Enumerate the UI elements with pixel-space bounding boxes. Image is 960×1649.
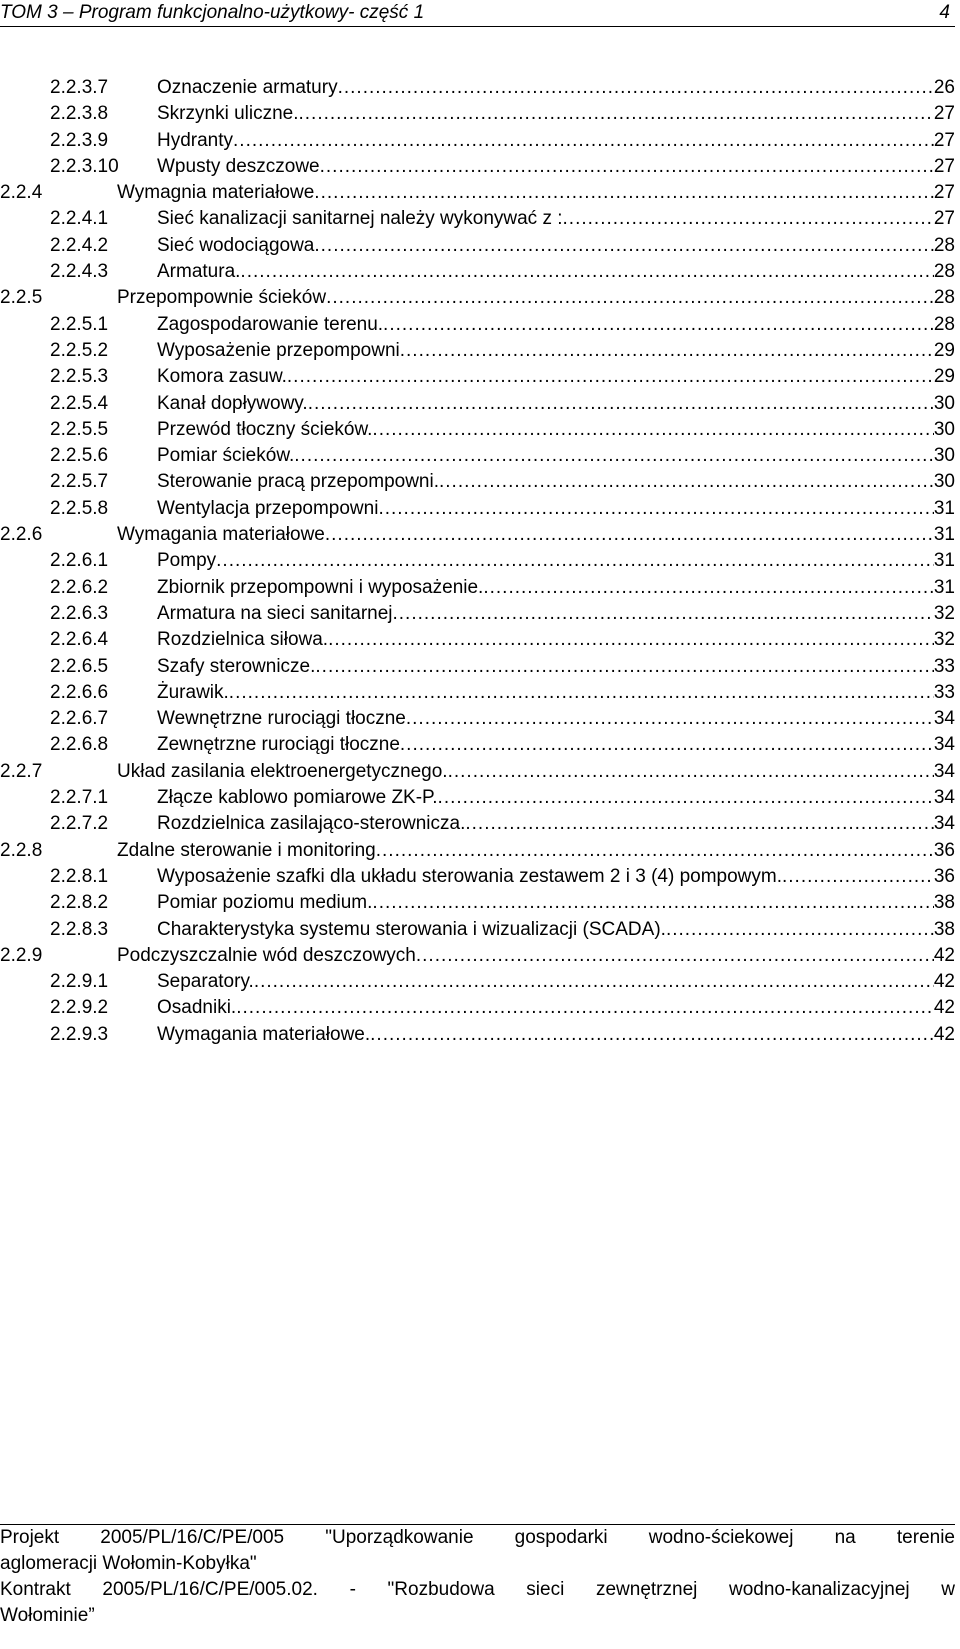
toc-dot-leader	[314, 233, 933, 259]
toc-entry-page: 42	[933, 971, 955, 993]
toc-entry-number: 2.2.4.2	[50, 234, 109, 256]
toc-entry-number: 2.2.8.3	[50, 918, 109, 940]
toc-entry-page: 28	[933, 261, 955, 283]
toc-entry[interactable]	[0, 233, 955, 259]
toc-entry-title: Zagospodarowanie terenu.	[157, 313, 384, 335]
toc-entry-number: 2.2.9.1	[50, 971, 109, 993]
toc-entry-page: 31	[933, 524, 955, 546]
toc-entry-number: 2.2.7.2	[50, 813, 109, 835]
toc-entry-number: 2.2.9.2	[50, 997, 109, 1019]
toc-dot-leader	[438, 785, 934, 811]
toc-entry-title: Podczyszczalnie wód deszczowych	[117, 944, 416, 966]
toc-entry-title: Armatura na sieci sanitarnej	[157, 602, 393, 624]
toc-dot-leader	[563, 206, 934, 232]
toc-entry-title: Wymagania materiałowe	[117, 524, 325, 546]
toc-entry-page: 27	[933, 182, 955, 204]
toc-entry-title: Skrzynki uliczne.	[157, 103, 299, 125]
toc-dot-leader	[370, 1022, 934, 1048]
toc-entry-page: 36	[933, 839, 955, 861]
toc-entry[interactable]	[0, 680, 955, 706]
toc-dot-leader	[406, 706, 934, 732]
toc-entry-title: Separatory.	[157, 971, 254, 993]
toc-entry-number: 2.2.6.3	[50, 602, 109, 624]
toc-entry-page: 30	[933, 471, 955, 493]
toc-dot-leader	[483, 575, 934, 601]
toc-entry-title: Komora zasuw.	[157, 366, 287, 388]
toc-dot-leader	[287, 364, 934, 390]
toc-entry-title: Kanał dopływowy.	[157, 392, 308, 414]
toc-entry[interactable]	[0, 890, 955, 916]
toc-dot-leader	[326, 285, 934, 311]
toc-entry-title: Przepompownie ścieków	[117, 287, 327, 309]
toc-dot-leader	[325, 522, 934, 548]
toc-entry-number: 2.2.3.9	[50, 129, 109, 151]
toc-entry-title: Rozdzielnica siłowa.	[157, 629, 329, 651]
toc-entry-title: Sieć kanalizacji sanitarnej należy wykonywać z :	[157, 208, 563, 230]
toc-entry-page: 38	[933, 892, 955, 914]
toc-entry[interactable]	[0, 338, 955, 364]
toc-entry-title: Układ zasilania elektroenergetycznego.	[117, 760, 448, 782]
toc-entry-number: 2.2.6.1	[50, 550, 109, 572]
toc-entry-number: 2.2.5.7	[50, 471, 109, 493]
toc-entry[interactable]	[0, 969, 955, 995]
toc-entry-title: Żurawik.	[157, 681, 229, 703]
toc-entry-title: Zewnętrzne rurociągi tłoczne	[157, 734, 400, 756]
toc-dot-leader	[233, 128, 934, 154]
toc-entry-page: 30	[933, 445, 955, 467]
toc-entry-page: 34	[933, 708, 955, 730]
toc-entry-title: Pomiar ścieków.	[157, 445, 295, 467]
toc-entry[interactable]	[0, 943, 955, 969]
toc-entry-title: Hydranty	[157, 129, 234, 151]
toc-entry-title: Zdalne sterowanie i monitoring	[117, 839, 376, 861]
toc-entry-page: 36	[933, 865, 955, 887]
toc-entry-title: Armatura.	[157, 261, 241, 283]
toc-entry[interactable]	[0, 259, 955, 285]
toc-entry[interactable]	[0, 838, 955, 864]
toc-entry-title: Sieć wodociągowa	[157, 234, 315, 256]
toc-entry-page: 28	[933, 313, 955, 335]
toc-entry-number: 2.2.8.1	[50, 865, 109, 887]
toc-entry[interactable]	[0, 391, 955, 417]
toc-dot-leader	[338, 75, 934, 101]
toc-dot-leader	[465, 811, 934, 837]
toc-entry[interactable]	[0, 312, 955, 338]
toc-dot-leader	[328, 627, 934, 653]
toc-dot-leader	[378, 496, 933, 522]
toc-entry[interactable]	[0, 601, 955, 627]
toc-dot-leader	[400, 732, 934, 758]
toc-dot-leader	[308, 391, 934, 417]
toc-entry[interactable]	[0, 548, 955, 574]
toc-entry-page: 34	[933, 760, 955, 782]
toc-entry[interactable]	[0, 785, 955, 811]
toc-entry-number: 2.2.9.3	[50, 1023, 109, 1045]
toc-dot-leader	[216, 548, 934, 574]
toc-entry[interactable]	[0, 101, 955, 127]
header-title: TOM 3 – Program funkcjonalno-użytkowy- część 1	[0, 2, 425, 23]
toc-entry-page: 33	[933, 655, 955, 677]
toc-entry-page: 33	[933, 681, 955, 703]
toc-dot-leader	[240, 259, 933, 285]
toc-entry-number: 2.2.6	[0, 524, 43, 546]
header-page-number: 4	[939, 2, 950, 23]
toc-entry-page: 30	[933, 392, 955, 414]
toc-entry[interactable]	[0, 995, 955, 1021]
toc-entry-title: Złącze kablowo pomiarowe ZK-P.	[157, 787, 438, 809]
toc-entry[interactable]	[0, 1022, 955, 1048]
toc-dot-leader	[416, 943, 934, 969]
toc-entry-page: 29	[933, 366, 955, 388]
toc-entry-number: 2.2.4	[0, 182, 43, 204]
toc-dot-leader	[400, 338, 934, 364]
toc-entry[interactable]	[0, 417, 955, 443]
toc-entry-title: Wpusty deszczowe	[157, 155, 320, 177]
toc-entry-page: 32	[933, 629, 955, 651]
toc-entry-number: 2.2.8.2	[50, 892, 109, 914]
toc-entry[interactable]	[0, 496, 955, 522]
toc-entry-title: Wewnętrzne rurociągi tłoczne	[157, 708, 406, 730]
toc-entry-number: 2.2.6.8	[50, 734, 109, 756]
toc-entry-page: 30	[933, 418, 955, 440]
toc-entry-page: 27	[933, 129, 955, 151]
toc-entry-title: Przewód tłoczny ścieków.	[157, 418, 373, 440]
toc-entry[interactable]	[0, 128, 955, 154]
toc-entry[interactable]	[0, 759, 955, 785]
toc-entry-number: 2.2.3.7	[50, 77, 109, 98]
toc-entry-title: Wyposażenie przepompowni	[157, 339, 400, 361]
toc-entry[interactable]	[0, 864, 955, 890]
toc-entry[interactable]	[0, 180, 955, 206]
toc-entry[interactable]	[0, 285, 955, 311]
toc-entry[interactable]	[0, 75, 955, 101]
toc-entry[interactable]	[0, 654, 955, 680]
toc-entry-title: Pomiar poziomu medium.	[157, 892, 373, 914]
toc-entry-page: 26	[933, 77, 955, 98]
toc-dot-leader	[376, 838, 934, 864]
toc-entry-title: Wyposażenie szafki dla układu sterowania zestawem 2 i 3 (4) pompowym.	[157, 865, 782, 887]
toc-entry[interactable]	[0, 811, 955, 837]
toc-entry-number: 2.2.5.1	[50, 313, 109, 335]
toc-entry[interactable]	[0, 154, 955, 180]
toc-dot-leader	[236, 995, 934, 1021]
toc-entry-number: 2.2.6.4	[50, 629, 109, 651]
toc-entry-number: 2.2.6.6	[50, 681, 109, 703]
toc-entry-number: 2.2.5.2	[50, 339, 109, 361]
toc-entry-number: 2.2.5	[0, 287, 43, 309]
toc-dot-leader	[383, 312, 934, 338]
footer-project-line: Projekt 2005/PL/16/C/PE/005 "Uporządkowanie gospodarki wodno-ściekowej na terenie	[0, 1527, 955, 1548]
toc-entry-title: Wymagania materiałowe.	[157, 1023, 371, 1045]
toc-entry-title: Zbiornik przepompowni i wyposażenie.	[157, 576, 484, 598]
toc-dot-leader	[314, 180, 934, 206]
toc-entry-number: 2.2.6.7	[50, 708, 109, 730]
toc-entry-page: 32	[933, 602, 955, 624]
toc-dot-leader	[299, 101, 934, 127]
page-header	[0, 0, 955, 27]
toc-entry-title: Pompy	[157, 550, 217, 572]
toc-entry-number: 2.2.5.8	[50, 497, 109, 519]
toc-entry-page: 31	[933, 576, 955, 598]
toc-dot-leader	[439, 469, 934, 495]
toc-entry-number: 2.2.9	[0, 944, 43, 966]
toc-entry-page: 42	[933, 997, 955, 1019]
toc-entry-page: 42	[933, 944, 955, 966]
toc-entry-page: 27	[933, 103, 955, 125]
toc-entry-number: 2.2.3.8	[50, 103, 109, 125]
toc-dot-leader	[782, 864, 934, 890]
toc-dot-leader	[372, 890, 933, 916]
toc-entry-page: 31	[933, 497, 955, 519]
toc-entry-page: 28	[933, 234, 955, 256]
toc-dot-leader	[315, 654, 933, 680]
toc-entry-title: Osadniki.	[157, 997, 237, 1019]
toc-dot-leader	[448, 759, 934, 785]
toc-entry-number: 2.2.4.3	[50, 261, 109, 283]
toc-dot-leader	[254, 969, 934, 995]
toc-entry-title: Wymagnia materiałowe	[117, 182, 315, 204]
toc-entry-page: 31	[933, 550, 955, 572]
toc-dot-leader	[294, 443, 934, 469]
toc-entry[interactable]	[0, 627, 955, 653]
toc-entry-page: 27	[933, 155, 955, 177]
toc-entry[interactable]	[0, 364, 955, 390]
toc-entry-title: Wentylacja przepompowni	[157, 497, 379, 519]
toc-dot-leader	[372, 417, 933, 443]
toc-entry-title: Rozdzielnica zasilająco-sterownicza.	[157, 813, 466, 835]
toc-dot-leader	[666, 917, 934, 943]
toc-entry-number: 2.2.5.4	[50, 392, 109, 414]
toc-entry-page: 27	[933, 208, 955, 230]
toc-entry-page: 34	[933, 787, 955, 809]
toc-entry-page: 29	[933, 339, 955, 361]
toc-entry[interactable]	[0, 732, 955, 758]
toc-entry[interactable]	[0, 443, 955, 469]
toc-entry-page: 34	[933, 734, 955, 756]
toc-entry-page: 38	[933, 918, 955, 940]
footer-project-line-cont: aglomeracji Wołomin-Kobyłka"	[0, 1553, 257, 1574]
toc-entry[interactable]	[0, 917, 955, 943]
footer-contract-line-cont: Wołominie”	[0, 1605, 95, 1626]
toc-dot-leader	[393, 601, 934, 627]
toc-dot-leader	[320, 154, 934, 180]
toc-entry-number: 2.2.3.10	[50, 155, 119, 177]
toc-entry-number: 2.2.6.5	[50, 655, 109, 677]
toc-dot-leader	[229, 680, 934, 706]
toc-entry-number: 2.2.7.1	[50, 787, 109, 809]
toc-entry-number: 2.2.5.3	[50, 366, 109, 388]
toc-entry[interactable]	[0, 522, 955, 548]
toc-entry-page: 42	[933, 1023, 955, 1045]
toc-entry-title: Sterowanie pracą przepompowni.	[157, 471, 439, 493]
toc-entry[interactable]	[0, 575, 955, 601]
table-of-contents	[0, 75, 955, 1048]
toc-entry-number: 2.2.4.1	[50, 208, 109, 230]
toc-entry[interactable]	[0, 706, 955, 732]
toc-entry[interactable]	[0, 206, 955, 232]
toc-entry-number: 2.2.5.5	[50, 418, 109, 440]
toc-entry-title: Szafy sterownicze.	[157, 655, 316, 677]
toc-entry-number: 2.2.8	[0, 839, 43, 861]
toc-entry-title: Charakterystyka systemu sterowania i wizualizacji (SCADA).	[157, 918, 666, 940]
toc-entry-number: 2.2.5.6	[50, 445, 109, 467]
toc-entry-page: 34	[933, 813, 955, 835]
toc-entry-number: 2.2.6.2	[50, 576, 109, 598]
toc-entry[interactable]	[0, 469, 955, 495]
toc-entry-title: Oznaczenie armatury	[157, 77, 338, 98]
page-footer	[0, 1524, 955, 1629]
toc-entry-page: 28	[933, 287, 955, 309]
toc-entry-number: 2.2.7	[0, 760, 43, 782]
footer-contract-line: Kontrakt 2005/PL/16/C/PE/005.02. - "Rozbudowa sieci zewnętrznej wodno-kanalizacyjnej w	[0, 1579, 955, 1600]
